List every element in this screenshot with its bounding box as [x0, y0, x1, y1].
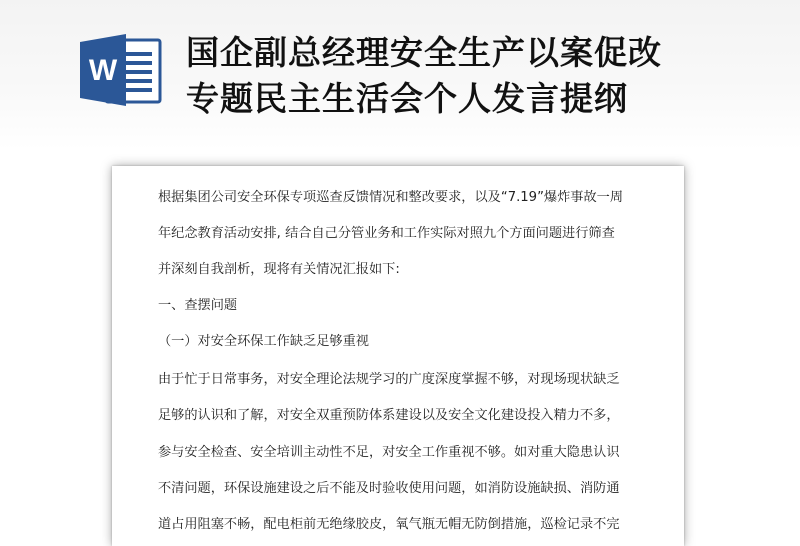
body-line: 并深刻自我剖析，现将有关情况汇报如下:	[158, 262, 400, 277]
body-line: 根据集团公司安全环保专项巡查反馈情况和整改要求，以及“7.19”爆炸事故一周	[158, 190, 624, 205]
body-line: 年纪念教育活动安排, 结合自己分管业务和工作实际对照九个方面问题进行筛查	[158, 226, 615, 241]
body-line: 参与安全检查、安全培训主动性不足，对安全工作重视不够。如对重大隐患认识	[158, 445, 620, 460]
word-icon-letter: W	[88, 54, 118, 87]
word-icon	[78, 32, 164, 108]
body-line: 不清问题，环保设施建设之后不能及时验收使用问题，如消防设施缺损、消防通	[158, 481, 620, 496]
body-line: 由于忙于日常事务，对安全理论法规学习的广度深度掌握不够，对现场现状缺乏	[158, 372, 620, 387]
body-line: 道占用阻塞不畅，配电柜前无绝缘胶皮，氧气瓶无帽无防倒措施，巡检记录不完	[158, 517, 620, 532]
title-line-1: 国企副总经理安全生产以案促改	[186, 33, 662, 72]
title-line-2: 专题民主生活会个人发言提纲	[186, 79, 628, 118]
body-line: 足够的认识和了解，对安全双重预防体系建设以及安全文化建设投入精力不多，	[158, 408, 620, 423]
subsection-heading: （一）对安全环保工作缺乏足够重视	[158, 334, 369, 349]
document-title	[186, 30, 786, 122]
section-heading: 一、查摆问题	[158, 298, 238, 313]
